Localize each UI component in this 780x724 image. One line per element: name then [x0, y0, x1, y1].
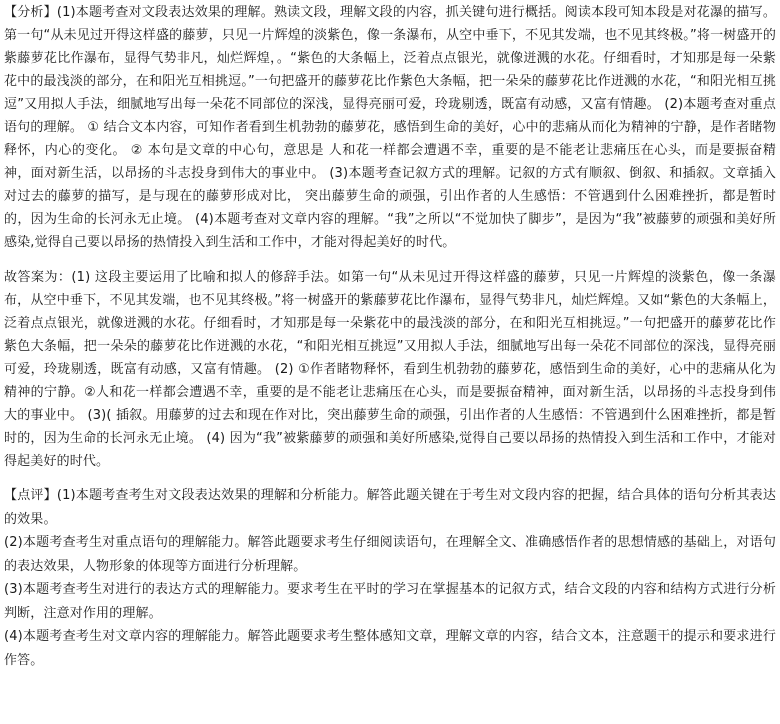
comment-line: (3)本题考查考生对进行的表达方式的理解能力。要求考生在平时的学习在掌握基本的记叙方式，结合文段的内容和结构方式进行分析判断，注意对作用的理解。 [4, 582, 776, 621]
comment-section [4, 484, 776, 672]
comment-line: (4)本题考查考生对文章内容的理解能力。解答此题要求考生整体感知文章，理解文章的内容，结合文本，注意题干的提示和要求进行作答。 [4, 629, 776, 668]
analysis-section: 【分析】(1)本题考查对文段表达效果的理解。熟读文段，理解文段的内容，抓关键句进行概括。阅读本段可知本段是对花瀑的描写。 第一句“从未见过开得这样盛的藤萝，只见一片辉煌的淡紫色，像一条瀑布，从空中垂下，不见其发端，也不见其终极。”将一树盛开的紫藤萝花比作瀑布，显得气势非凡，灿烂辉煌，。“紫色的大条幅上，泛着点点银光，就像迸溅的水花。仔细看时，才知那是每一朵紫花中的最浅淡的部分，在和阳光互相挑逗。”一句把盛开的藤萝花比作紫色大条幅，把一朵朵的藤萝花比作迸溅的水花，“和阳光相互挑逗”又用拟人手法，细腻地写出每一朵花不同部位的深浅，显得亮丽可爱，玲珑剔透，既富有动感，又富有情趣。 (2)本题考查对重点语句的理解。 ① 结合文本内容，可知作者看到生机勃勃的藤萝花，感悟到生命的美好，心中的悲痛从而化为精神的宁静，是作者睹物释怀，内心的变化。 ② 本句是文章的中心句，意思是 人和花一样都会遭遇不幸，重要的是不能老让悲痛压在心头，而是要振奋精神，面对新生活，以昂扬的斗志投身到伟大的事业中。 (3)本题考查记叙方式的理解。记叙的方式有顺叙、倒叙、和插叙。文章插入对过去的藤萝的描写，是与现在的藤萝形成对比， 突出藤萝生命的顽强，引出作者的人生感悟：不管遇到什么困难挫折，都是暂时的，因为生命的长河永无止境。 (4)本题考查对文章内容的理解。“我”之所以“不觉加快了脚步”，是因为“我”被藤萝的顽强和美好所感染,觉得自己要以昂扬的热情投入到生活和工作中，才能对得起美好的时代。 [4, 5, 776, 250]
section-spacer [4, 254, 776, 266]
answer-section: 故答案为：(1) 这段主要运用了比喻和拟人的修辞手法。如第一句“从未见过开得这样盛的藤萝，只见一片辉煌的淡紫色，像一条瀑布，从空中垂下，不见其发端，也不见其终极。”将一树盛开的紫藤萝花比作瀑布，显得气势非凡，灿烂辉煌。又如“紫色的大条幅上，泛着点点银光，就像迸溅的水花。仔细看时，才知那是每一朵紫花中的最浅淡的部分，在和阳光互相挑逗。”一句把盛开的藤萝花比作紫色大条幅，把一朵朵的藤萝花比作迸溅的水花，“和阳光相互挑逗”又用拟人手法，细腻地写出每一朵花不同部位的深浅，显得亮丽可爱，玲珑剔透，既富有动感，又富有情趣。 (2) ①作者睹物释怀，看到生机勃勃的藤萝花，感悟到生命的美好，心中的悲痛从化为精神的宁静。②人和花一样都会遭遇不幸，重要的是不能老让悲痛压在心头，而是要振奋精神，面对新生活，以昂扬的斗志投身到伟大的事业中。 (3)( 插叙。用藤萝的过去和现在作对比，突出藤萝生命的顽强，引出作者的人生感悟：不管遇到什么困难挫折，都是暂时的，因为生命的长河永无止境。 (4) 因为“我”被紫藤萝的顽强和美好所感染,觉得自己要以昂扬的热情投入到生活和工作中，才能对得起美好的时代。 [4, 270, 776, 469]
comment-line: 【点评】(1)本题考查考生对文段表达效果的理解和分析能力。解答此题关键在于考生对文段内容的把握，结合具体的语句分析其表达的效果。 [4, 488, 776, 527]
section-spacer [4, 473, 776, 484]
comment-line: (2)本题考查考生对重点语句的理解能力。解答此题要求考生仔细阅读语句，在理解全文、准确感悟作者的思想情感的基础上，对语句的表达效果，人物形象的体现等方面进行分析理解。 [4, 535, 776, 574]
